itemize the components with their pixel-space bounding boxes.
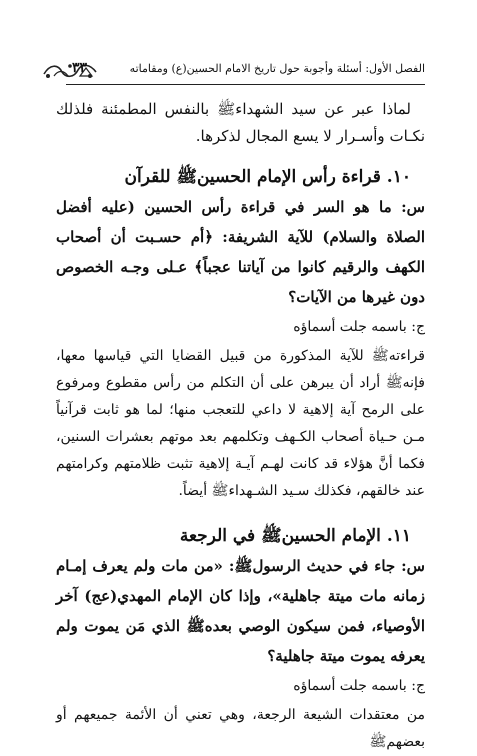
section-10-answer: قراءتهﷺ للآية المذكورة من قبيل القضايا التي قياسها معها، فإنهﷺ أراد أن يبرهن على أن التكلم من رأس مقطوع ومرفوع على الرمح آية إلاهية لا داعي للتعجب منها؛ لما هو ثابت قرآنياً مـن حـياة أصحاب الكـهف وتكلمهم بعد موتهم بعشرات السنين، فكما أنَّ هؤلاء قد كانت لهـم آيـة إلاهية تثبت ظلامتهم وكرامتهم عند خالقهم، فكذلك سـيد الشـهداءﷺ أيضاً. bbox=[56, 348, 425, 499]
section-spacer bbox=[56, 505, 425, 509]
running-header-title: الفصل الأول: أسئلة وأجوبة حول تاريخ الامام الحسين(ع) ومقاماته bbox=[129, 61, 425, 75]
running-header bbox=[66, 56, 425, 80]
page-number: ٣٣ bbox=[72, 60, 88, 76]
section-11-heading: ١١. الإمام الحسينﷺ في الرجعة bbox=[179, 526, 411, 546]
section-11-answer: من معتقدات الشيعة الرجعة، وهي تعني أن الأئمة جميعهم أو بعضهمﷺ bbox=[56, 707, 425, 750]
section-11-answer-label: ج: باسمه جلت أسماؤه bbox=[293, 678, 425, 694]
header-divider bbox=[66, 84, 425, 85]
section-10-answer-label: ج: باسمه جلت أسماؤه bbox=[293, 319, 425, 335]
intro-paragraph: لماذا عبر عن سيد الشهداءﷺ بالنفس المطمئنة فلذلك نكـات وأسـرار لا يسع المجال لذكرها. bbox=[56, 100, 425, 145]
section-11-question: س: جاء في حديث الرسولﷺ: «من مات ولم يعرف إمـام زمانه مات ميتة جاهلية»، وإذا كان الإمام المهدي(عج) آخر الأوصياء، فمن سيكون الوصي بعدهﷺ الذي مَن يموت ولم يعرفه يموت ميتة جاهلية؟ bbox=[56, 557, 425, 665]
page-body bbox=[56, 96, 425, 756]
section-10-heading: ١٠. قراءة رأس الإمام الحسينﷺ للقرآن bbox=[124, 167, 411, 187]
section-10-question: س: ما هو السر في قراءة رأس الحسين (عليه أفضل الصلاة والسلام) للآية الشريفة: ﴿أم حسـبت أن أصحاب الكهف والرقيم كانوا من آياتنا عجباً﴾ عـلى وجـه الخصوص دون غيرها من الآيات؟ bbox=[56, 198, 425, 306]
